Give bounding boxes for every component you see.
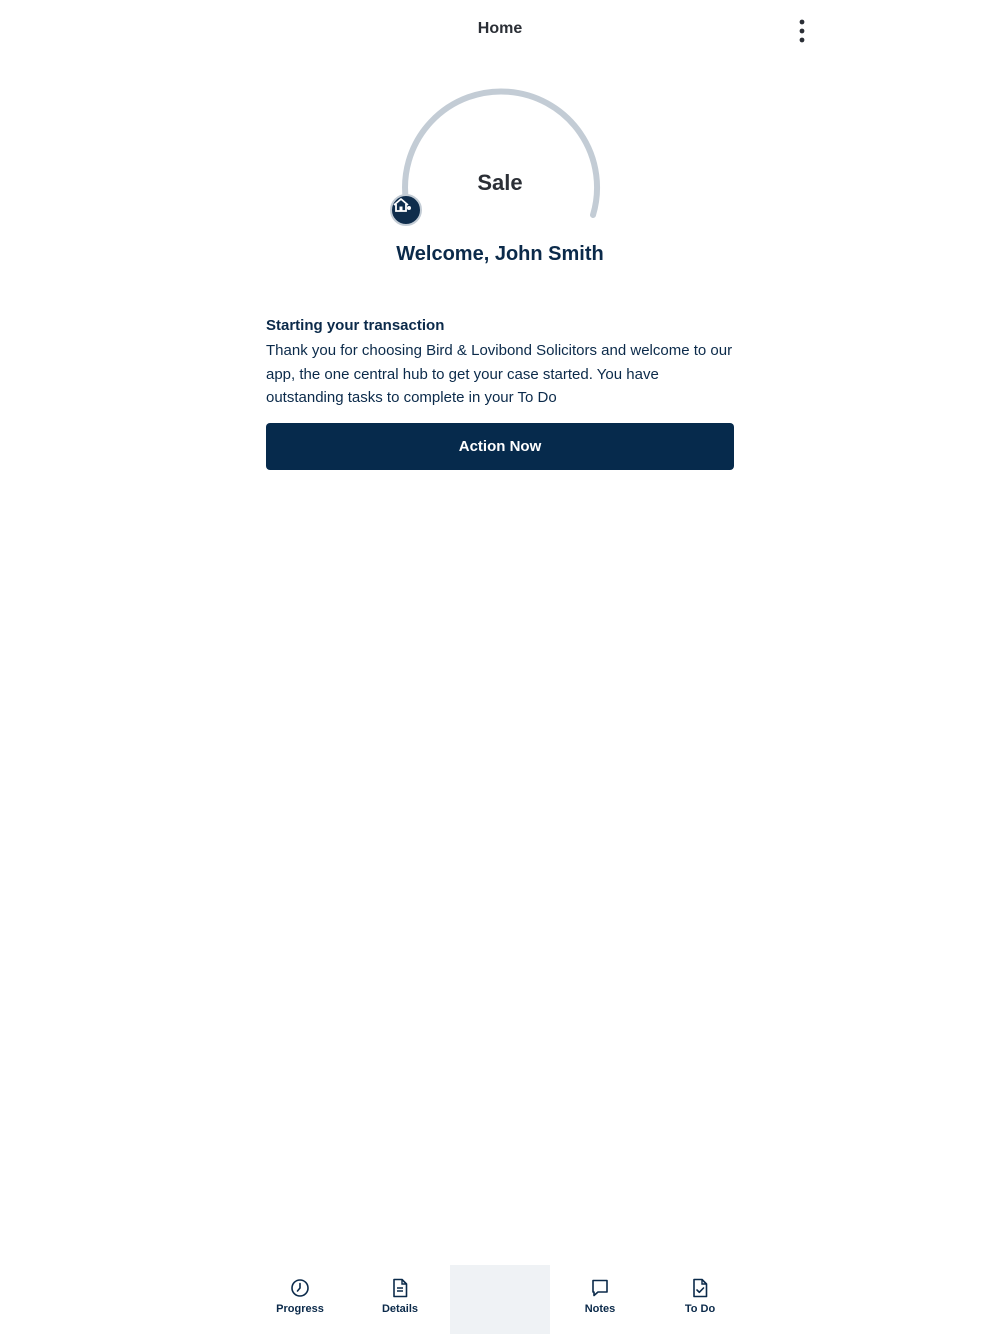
progress-marker xyxy=(390,194,422,226)
stage-label: Sale xyxy=(477,170,523,195)
document-check-icon xyxy=(689,1277,711,1299)
page-title: Home xyxy=(477,20,523,37)
nav-label-progress: Progress xyxy=(276,1303,324,1315)
nav-item-todo[interactable] xyxy=(650,1265,750,1334)
chat-bubble-icon xyxy=(589,1277,611,1299)
progress-gauge xyxy=(380,72,620,242)
card-body: Thank you for choosing Bird & Lovibond Solicitors and welcome to our app, the one central hub to get your case started. You have outstanding tasks to complete in your To Do xyxy=(266,342,733,406)
more-vertical-icon xyxy=(798,18,806,44)
nav-label-todo: To Do xyxy=(684,1303,716,1315)
nav-item-notes[interactable] xyxy=(550,1265,650,1334)
nav-item-details[interactable] xyxy=(350,1265,450,1334)
home-icon xyxy=(489,1277,511,1299)
card-title: Starting your transaction xyxy=(266,317,445,334)
more-options-button[interactable] xyxy=(786,14,818,48)
welcome-message: Welcome, John Smith xyxy=(396,243,604,265)
action-now-button[interactable]: Action Now xyxy=(266,423,734,470)
document-icon xyxy=(389,1277,411,1299)
nav-label-details: Details xyxy=(381,1303,419,1315)
nav-item-home[interactable] xyxy=(450,1265,550,1334)
house-icon xyxy=(392,196,412,214)
nav-item-progress[interactable] xyxy=(250,1265,350,1334)
clock-icon xyxy=(289,1277,311,1299)
transaction-card xyxy=(266,316,736,410)
bottom-nav xyxy=(250,1265,750,1334)
nav-label-notes: Notes xyxy=(584,1303,616,1315)
